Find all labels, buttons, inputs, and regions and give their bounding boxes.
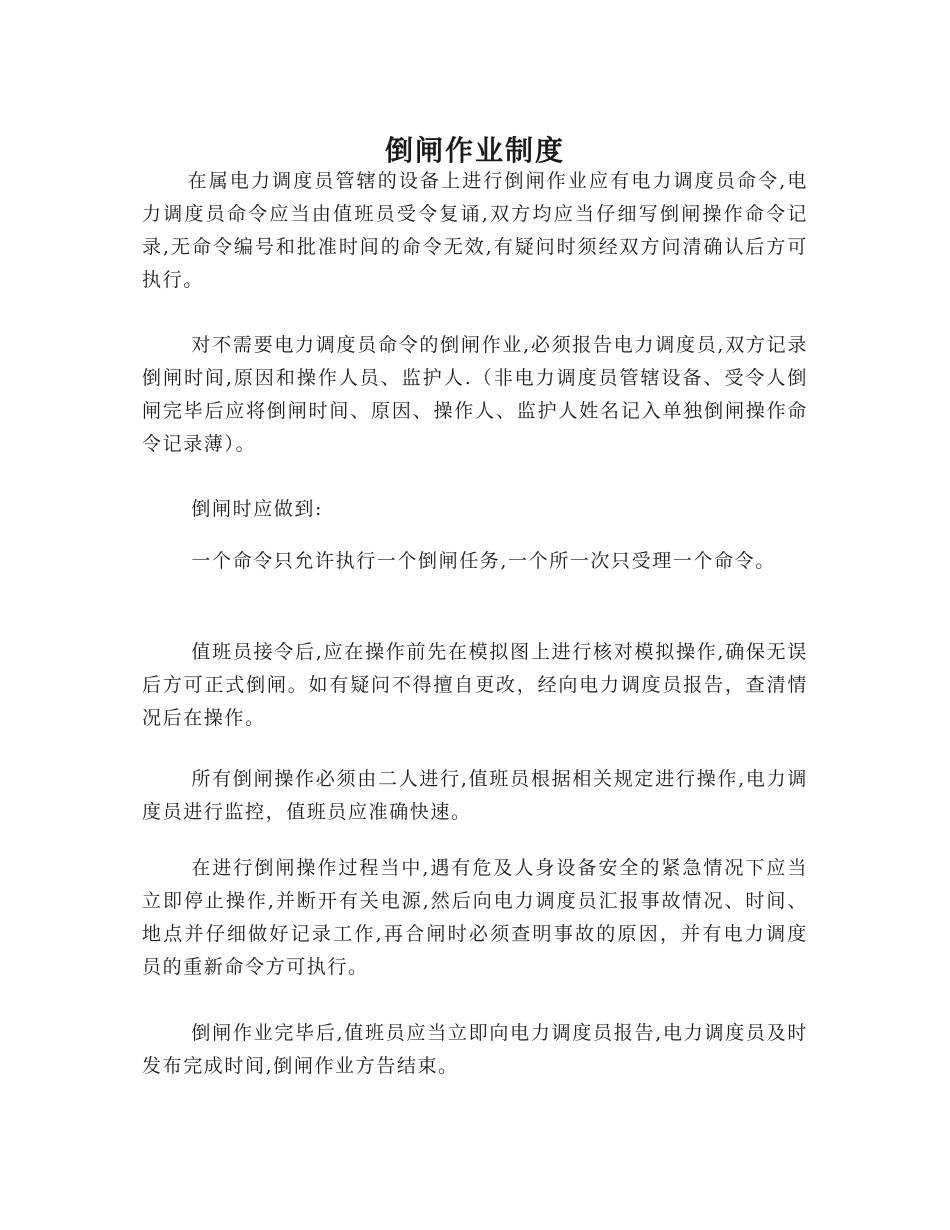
paragraph-no-command-needed: 对不需要电力调度员命令的倒闸作业,必须报告电力调度员,双方记录倒闸时间,原因和操作人员、监护人.（非电力调度员管辖设备、受令人倒闸完毕后应将倒闸时间、原因、操作人、监护人姓名记入单独倒闸操作命令记录薄）。 xyxy=(142,334,808,455)
paragraph-two-person-operation: 所有倒闸操作必须由二人进行,值班员根据相关规定进行操作,电力调度员进行监控，值班员应准确快速。 xyxy=(142,768,808,823)
paragraph-one-command-one-task: 一个命令只允许执行一个倒闸任务,一个所一次只受理一个命令。 xyxy=(191,550,776,572)
paragraph-simulation-check: 值班员接令后,应在操作前先在模拟图上进行核对模拟操作,确保无误后方可正式倒闸。如有疑问不得擅自更改，经向电力调度员报告，查清情况后在操作。 xyxy=(142,641,808,729)
paragraph-dispatcher-command: 在属电力调度员管辖的设备上进行倒闸作业应有电力调度员命令,电力调度员命令应当由值班员受令复诵,双方均应当仔细写倒闸操作命令记录,无命令编号和批准时间的命令无效,有疑问时须经双方问清确认后方可执行。 xyxy=(142,170,808,291)
document-title: 倒闸作业制度 xyxy=(384,133,565,167)
paragraph-completion-report: 倒闸作业完毕后,值班员应当立即向电力调度员报告,电力调度员及时发布完成时间,倒闸作业方告结束。 xyxy=(142,1022,808,1077)
paragraph-requirements-heading: 倒闸时应做到: xyxy=(191,498,323,520)
paragraph-emergency-stop: 在进行倒闸操作过程当中,遇有危及人身设备安全的紧急情况下应当立即停止操作,并断开有关电源,然后向电力调度员汇报事故情况、时间、地点并仔细做好记录工作,再合闸时必须查明事故的原因，并有电力调度员的重新命令方可执行。 xyxy=(142,857,808,978)
